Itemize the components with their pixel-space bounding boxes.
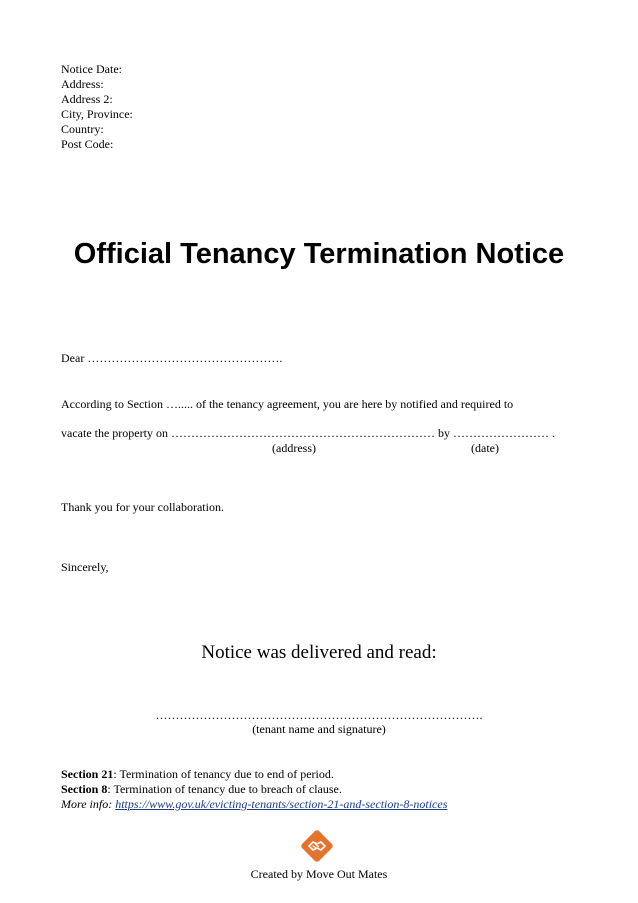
more-info-label: More info: — [61, 797, 116, 811]
section21-note — [61, 767, 447, 782]
closing-text: Sincerely, — [61, 560, 109, 574]
created-by-text: Created by Move Out Mates — [250, 867, 388, 881]
salutation: Dear …………………………………………. — [61, 351, 283, 365]
signature-line: ………………………………………………………………………. — [155, 708, 483, 722]
body-paragraph-line-2: vacate the property on ………………………………………………………… by …………………… . — [61, 426, 555, 440]
notice-date-label: Notice Date: — [61, 62, 122, 76]
country-label: Country: — [61, 122, 104, 136]
notice-delivered-heading: Notice was delivered and read: — [201, 642, 437, 663]
section21-label: Section 21 — [61, 767, 114, 781]
page-title: Official Tenancy Termination Notice — [73, 238, 565, 270]
section8-label: Section 8 — [61, 782, 108, 796]
address2-label: Address 2: — [61, 92, 113, 106]
address-hint: (address) — [272, 441, 316, 455]
section21-text: : Termination of tenancy due to end of period. — [113, 767, 334, 781]
post-code-label: Post Code: — [61, 137, 114, 151]
city-province-label: City, Province: — [61, 107, 133, 121]
address-label: Address: — [61, 77, 104, 91]
header-fields — [61, 62, 133, 152]
more-info-link[interactable]: https://www.gov.uk/evicting-tenants/section-21-and-section-8-notices — [115, 797, 448, 811]
section8-note — [61, 782, 447, 797]
footer-notes — [61, 767, 447, 812]
handshake-diamond-icon — [300, 829, 334, 863]
signature-hint: (tenant name and signature) — [252, 722, 386, 736]
section8-text: : Termination of tenancy due to breach of clause. — [107, 782, 342, 796]
date-hint: (date) — [471, 441, 499, 455]
thanks-text: Thank you for your collaboration. — [61, 500, 224, 514]
body-paragraph-line-1: According to Section …..... of the tenancy agreement, you are here by notified and required to — [61, 397, 514, 411]
more-info-line — [61, 797, 447, 812]
